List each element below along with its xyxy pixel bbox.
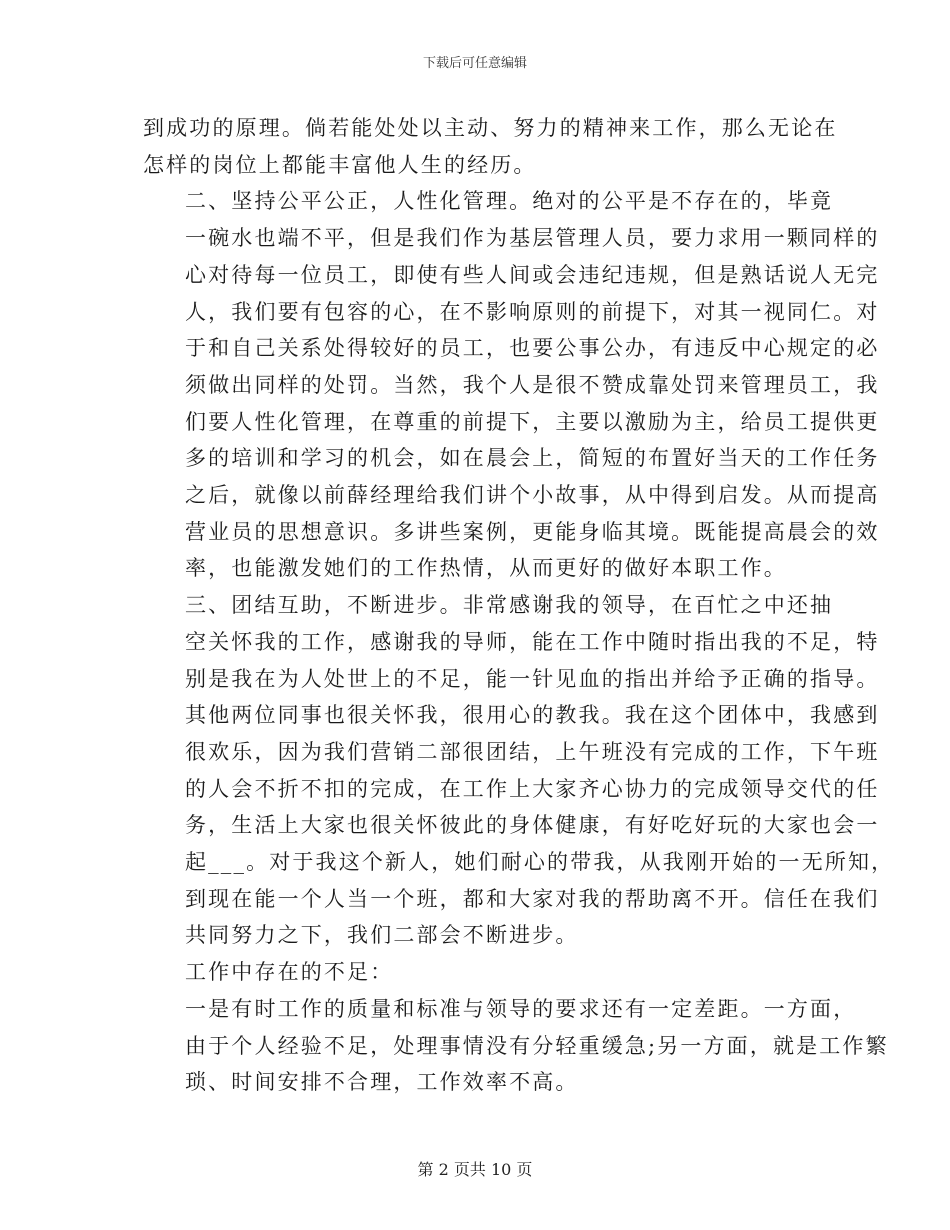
paragraph-shortcomings-heading [143, 954, 811, 991]
text-line: 一是有时工作的质量和标准与领导的要求还有一定差距。一方面， [185, 996, 857, 1021]
text-line: 到成功的原理。倘若能处处以主动、努力的精神来工作，那么无论在 [143, 116, 838, 140]
text-line: 起___。对于我这个新人，她们耐心的带我，从我刚开始的一无所知， [185, 850, 895, 875]
page-header-note: 下载后可任意编辑 [422, 56, 527, 71]
text-line: 别是我在为人处世上的不足，能一针见血的指出并给予正确的指导。 [185, 666, 880, 691]
text-line: 其他两位同事也很关怀我，很用心的教我。我在这个团体中，我感到 [185, 703, 880, 728]
text-line: 率，也能激发她们的工作热情，从而更好的做好本职工作。 [185, 556, 787, 581]
text-line: 心对待每一位员工，即使有些人间或会违纪违规，但是熟话说人无完 [185, 262, 880, 287]
text-line: 一碗水也端不平，但是我们作为基层管理人员，要力求用一颗同样的 [185, 226, 880, 251]
paragraph-continuation [143, 110, 838, 183]
text-line: 务，生活上大家也很关怀彼此的身体健康，有好吃好玩的大家也会一 [185, 813, 880, 838]
text-line: 由于个人经验不足，处理事情没有分轻重缓急;另一方面，就是工作繁 [185, 1033, 889, 1058]
text-line: 共同努力之下，我们二部会不断进步。 [185, 923, 579, 948]
paragraph-teamwork [143, 587, 895, 954]
text-line: 工作中存在的不足： [185, 960, 394, 985]
paragraph-shortcomings [143, 991, 889, 1101]
text-line: 很欢乐，因为我们营销二部很团结，上午班没有完成的工作，下午班 [185, 739, 880, 764]
text-line: 于和自己关系处得较好的员工，也要公事公办，有违反中心规定的必 [185, 336, 880, 361]
text-line: 空关怀我的工作，感谢我的导师，能在工作中随时指出我的不足，特 [185, 629, 880, 654]
text-line: 须做出同样的处罚。当然，我个人是很不赞成靠处罚来管理员工，我 [185, 372, 880, 397]
text-line: 怎样的岗位上都能丰富他人生的经历。 [143, 152, 537, 177]
paragraph-fairness [143, 183, 880, 587]
page-number: 第 2 页共 10 页 [417, 1160, 533, 1179]
document-body [143, 110, 895, 1101]
text-line: 二、坚持公平公正，人性化管理。绝对的公平是不存在的，毕竟 [185, 189, 834, 214]
text-line: 三、团结互助，不断进步。非常感谢我的领导，在百忙之中还抽 [185, 593, 834, 618]
text-line: 们要人性化管理，在尊重的前提下，主要以激励为主，给员工提供更 [185, 409, 880, 434]
text-line: 营业员的思想意识。多讲些案例，更能身临其境。既能提高晨会的效 [185, 519, 880, 544]
text-line: 琐、时间安排不合理，工作效率不高。 [185, 1070, 579, 1095]
text-line: 之后，就像以前薛经理给我们讲个小故事，从中得到启发。从而提高 [185, 483, 880, 508]
text-line: 的人会不折不扣的完成，在工作上大家齐心协力的完成领导交代的任 [185, 776, 880, 801]
text-line: 到现在能一个人当一个班，都和大家对我的帮助离不开。信任在我们 [185, 886, 880, 911]
text-line: 多的培训和学习的机会，如在晨会上，简短的布置好当天的工作任务 [185, 446, 880, 471]
text-line: 人，我们要有包容的心，在不影响原则的前提下，对其一视同仁。对 [185, 299, 880, 324]
